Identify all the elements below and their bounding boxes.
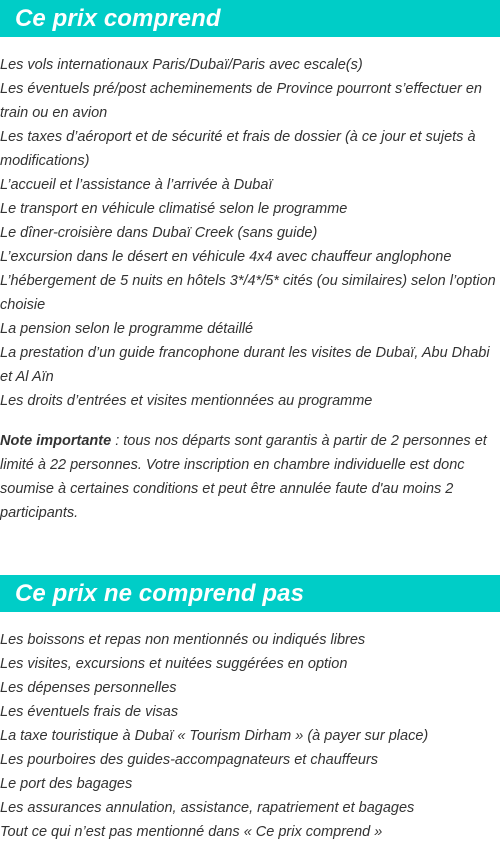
list-item: Les droits d’entrées et visites mentionnées au programme [0,393,373,409]
list-item: Les dépenses personnelles [0,680,177,696]
list-item: Les vols internationaux Paris/Dubaï/Paris avec escale(s) [0,57,363,73]
list-item: Les pourboires des guides-accompagnateurs et chauffeurs [0,752,379,768]
list-item: Les assurances annulation, assistance, rapatriement et bagages [0,800,415,816]
price-excludes-title: Ce prix ne comprend pas [15,579,305,607]
price-includes-list [0,53,500,413]
price-excludes-list [0,628,500,844]
list-item: Les éventuels frais de visas [0,704,179,720]
list-item: Les taxes d’aéroport et de sécurité et frais de dossier (à ce jour et sujets à modifications) [0,129,476,169]
list-item: La prestation d’un guide francophone durant les visites de Dubaï, Abu Dhabi et Al Aïn [0,345,490,385]
price-includes-title: Ce prix comprend [15,4,221,32]
price-excludes-header [0,575,500,612]
list-item: L’accueil et l’assistance à l’arrivée à Dubaï [0,177,273,193]
section-spacer [0,525,500,575]
list-item: L’excursion dans le désert en véhicule 4x4 avec chauffeur anglophone [0,249,452,265]
list-item: Les boissons et repas non mentionnés ou indiqués libres [0,632,366,648]
list-item: L’hébergement de 5 nuits en hôtels 3*/4*/5* cités (ou similaires) selon l’option choisie [0,273,496,313]
list-item: Les éventuels pré/post acheminements de Province pourront s’effectuer en train ou en avion [0,81,482,121]
price-excludes-section [0,575,500,844]
important-note [0,429,500,525]
list-item: Les visites, excursions et nuitées suggérées en option [0,656,348,672]
list-item: Tout ce qui n’est pas mentionné dans « Ce prix comprend » [0,824,383,840]
list-item: La taxe touristique à Dubaï « Tourism Dirham » (à payer sur place) [0,728,429,744]
list-item: La pension selon le programme détaillé [0,321,254,337]
list-item: Le port des bagages [0,776,133,792]
list-item: Le dîner-croisière dans Dubaï Creek (sans guide) [0,225,318,241]
price-includes-header [0,0,500,37]
important-note-label: Note importante [0,433,112,449]
list-item: Le transport en véhicule climatisé selon le programme [0,201,348,217]
important-note-text: : tous nos départs sont garantis à partir de 2 personnes et limité à 22 personnes. Votre inscription en chambre individuelle est donc soumise à certaines conditions et peut être annulée faute d'au moins 2 participants. [0,433,487,521]
